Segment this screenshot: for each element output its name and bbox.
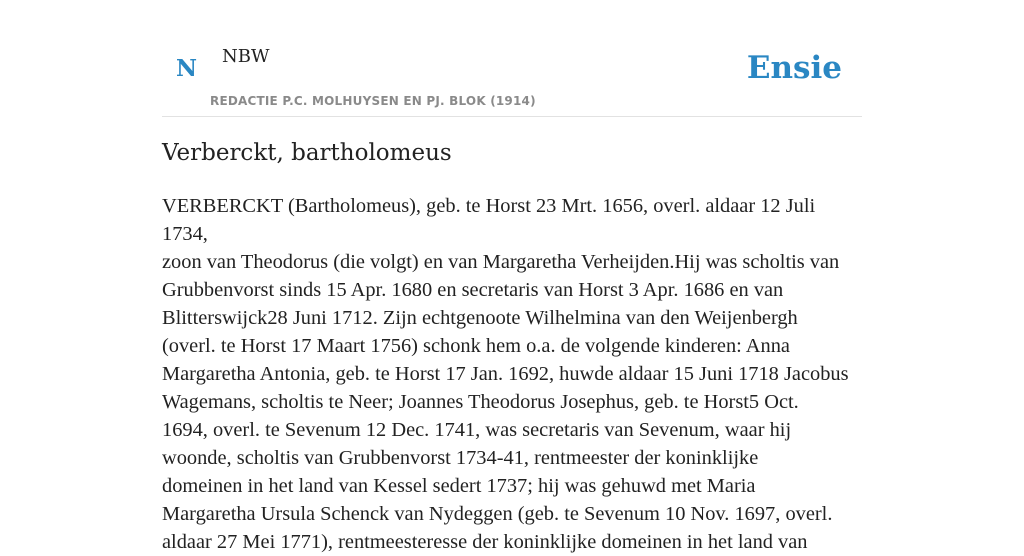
article-line: aldaar 27 Mei 1771), rentmeesteresse der koninklijke domeinen in het land van — [162, 531, 808, 553]
article-title: Verberckt, bartholomeus — [162, 140, 452, 166]
brand-logo-link[interactable]: Ensie — [746, 50, 842, 86]
article-line: Margaretha Antonia, geb. te Horst 17 Jan. 1692, huwde aldaar 15 Juni 1718 Jacobus — [162, 363, 849, 385]
article-line: Wagemans, scholtis te Neer; Joannes Theodorus Josephus, geb. te Horst5 Oct. — [162, 391, 799, 413]
source-subtitle: REDACTIE P.C. MOLHUYSEN EN PJ. BLOK (1914) — [210, 94, 536, 108]
article-line: Blitterswijck28 Juni 1712. Zijn echtgenoote Wilhelmina van den Weijenbergh — [162, 307, 798, 329]
article-line: (overl. te Horst 17 Maart 1756) schonk hem o.a. de volgende kinderen: Anna — [162, 335, 790, 357]
source-logo-icon[interactable]: N — [176, 55, 198, 82]
article-body — [162, 192, 862, 556]
source-header — [162, 0, 862, 117]
article-line: domeinen in het land van Kessel sedert 1737; hij was gehuwd met Maria — [162, 475, 756, 497]
source-name[interactable]: NBW — [222, 46, 270, 67]
article-line: Grubbenvorst sinds 15 Apr. 1680 en secretaris van Horst 3 Apr. 1686 en van — [162, 279, 784, 301]
article-line: woonde, scholtis van Grubbenvorst 1734-41, rentmeester der koninklijke — [162, 447, 759, 469]
article-line: 1694, overl. te Sevenum 12 Dec. 1741, was secretaris van Sevenum, waar hij — [162, 419, 792, 441]
article-line: VERBERCKT (Bartholomeus), geb. te Horst 23 Mrt. 1656, overl. aldaar 12 Juli 1734, — [162, 195, 816, 245]
article-line: Margaretha Ursula Schenck van Nydeggen (geb. te Sevenum 10 Nov. 1697, overl. — [162, 503, 833, 525]
article-line: zoon van Theodorus (die volgt) en van Margaretha Verheijden.Hij was scholtis van — [162, 251, 840, 273]
